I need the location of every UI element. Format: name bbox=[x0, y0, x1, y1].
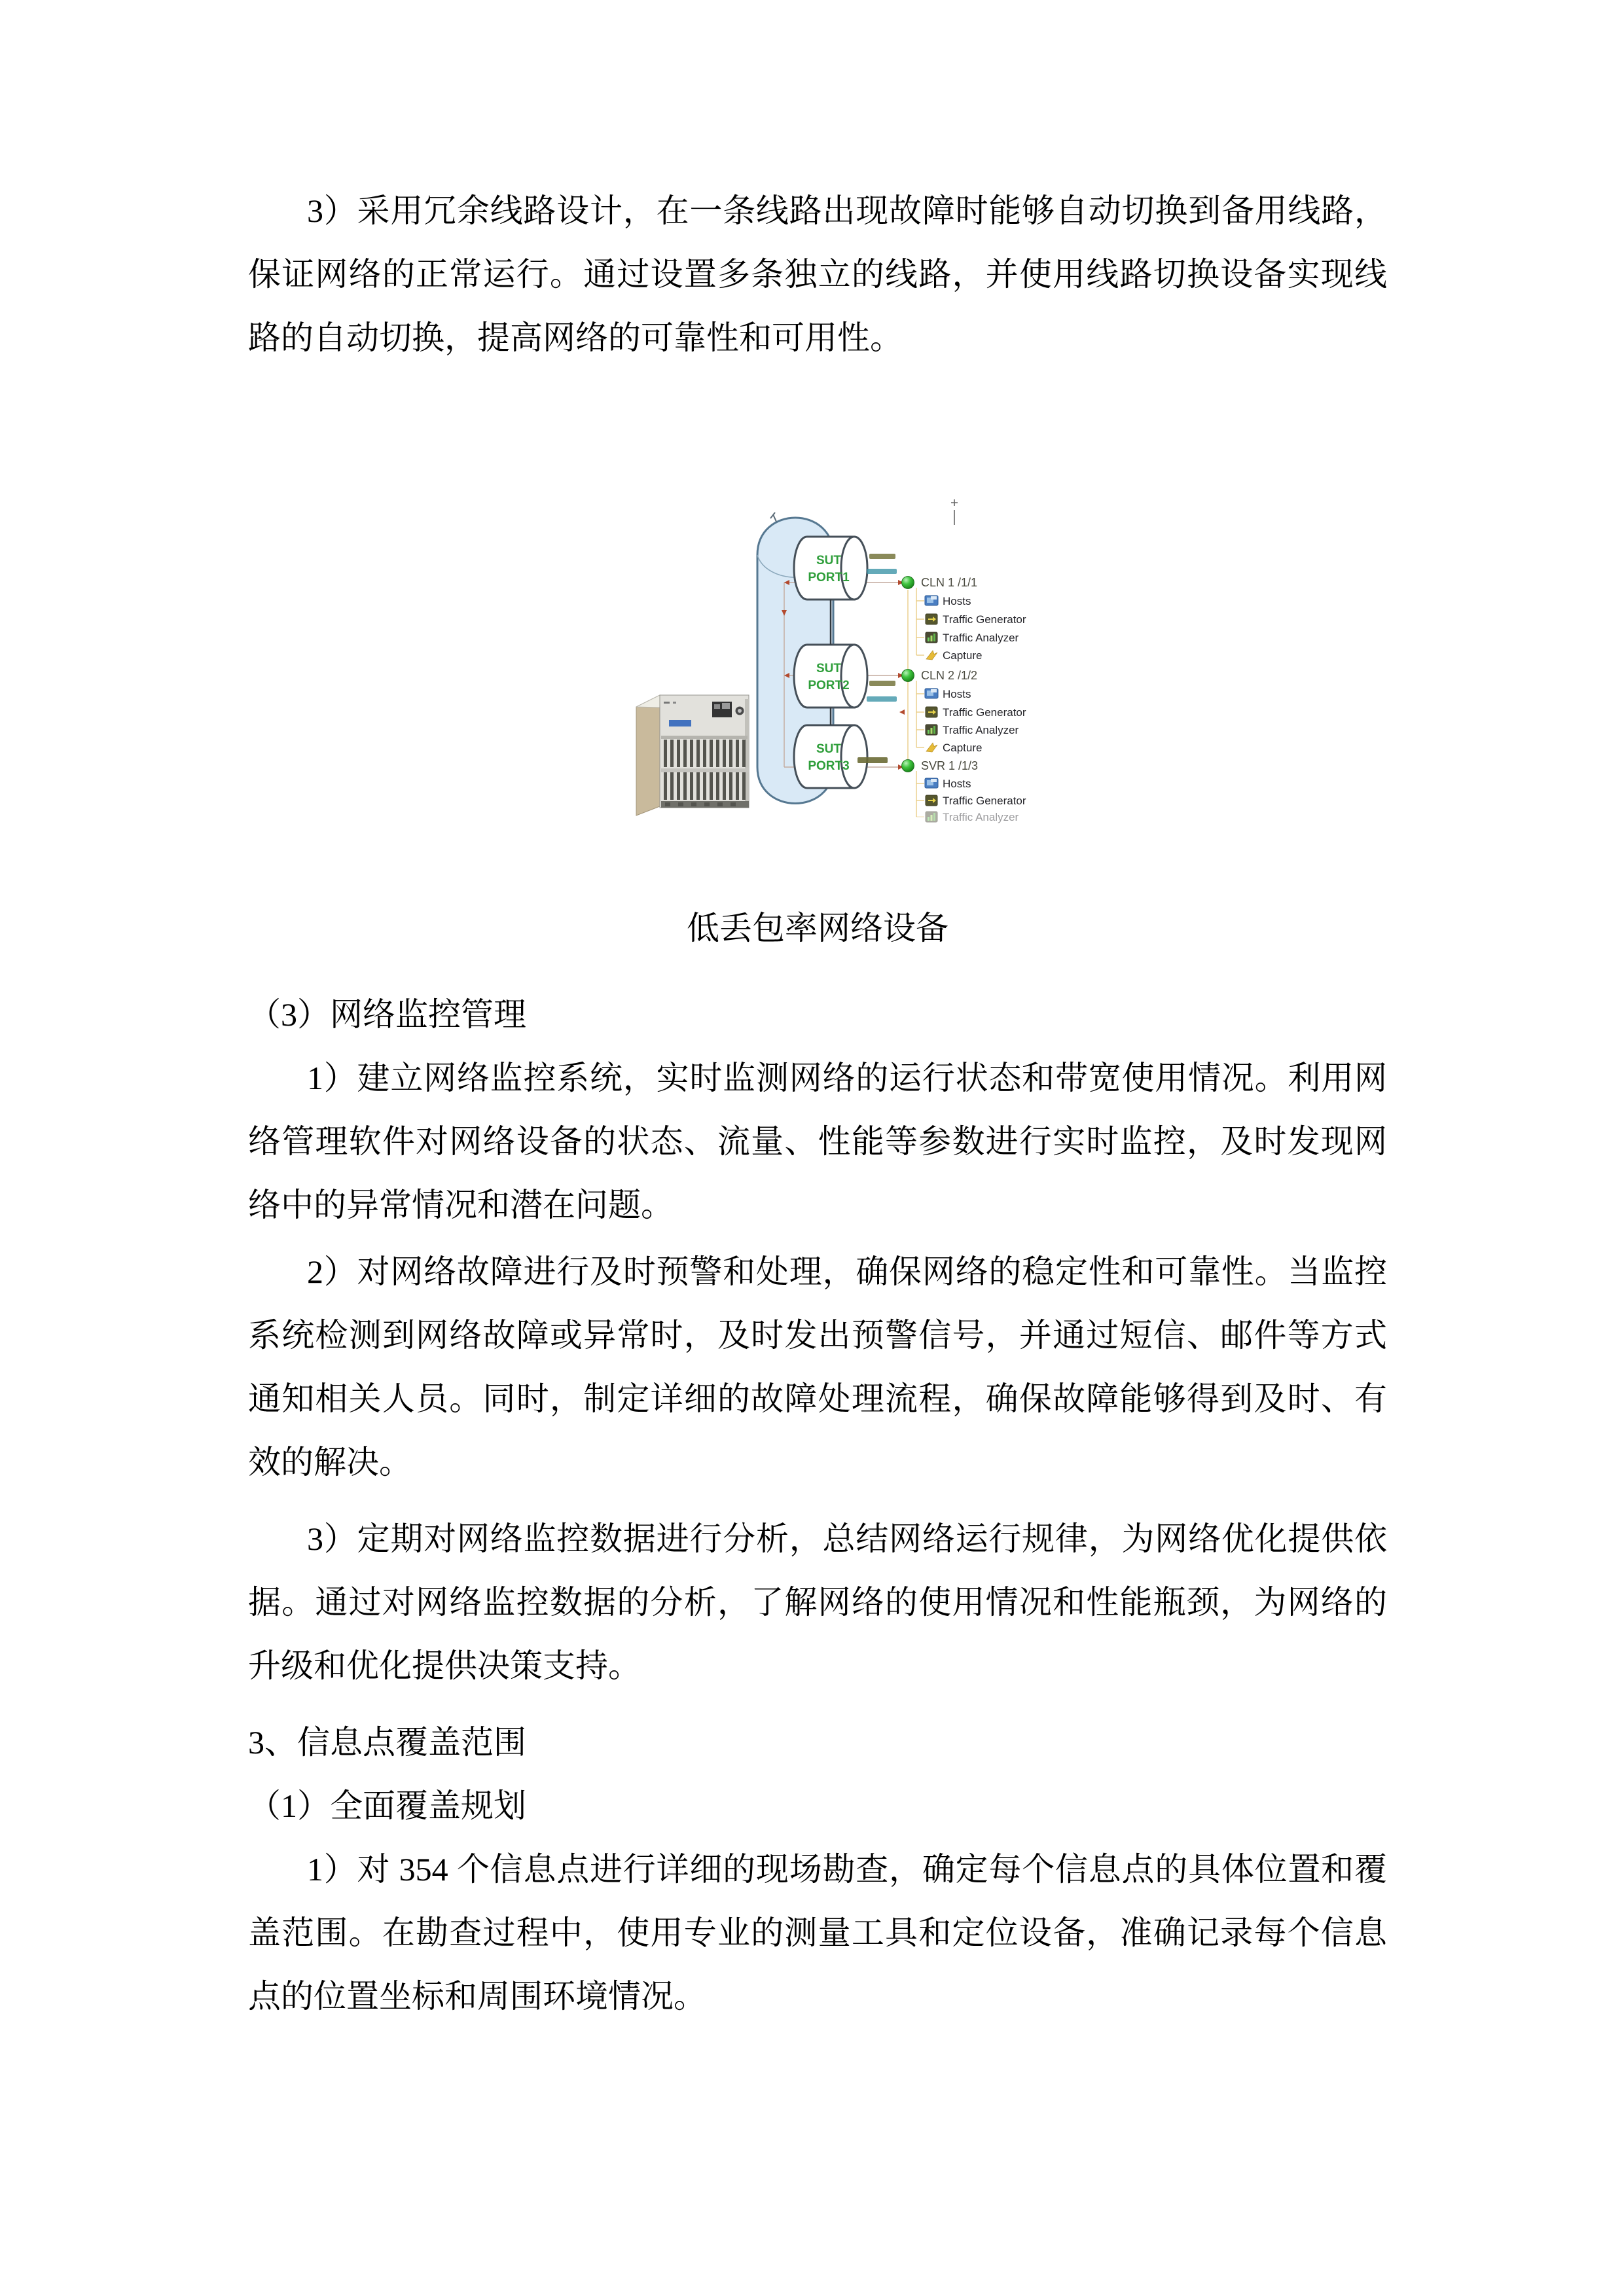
traffic-generator-icon bbox=[926, 795, 937, 806]
tree-leaf-label: Traffic Generator bbox=[943, 613, 1026, 626]
tree-guide-lines bbox=[908, 588, 916, 817]
tree-leaf-label: Hosts bbox=[943, 688, 971, 700]
heading-coverage-plan: （1）全面覆盖规划 bbox=[248, 1787, 526, 1824]
tree-node-row bbox=[902, 669, 978, 682]
tree-node-label: SVR 1 /1/3 bbox=[921, 759, 979, 772]
sut-port-cylinder-3 bbox=[794, 725, 867, 788]
tree-leaf-row bbox=[916, 688, 971, 700]
capture-icon bbox=[926, 651, 937, 660]
tree-leaf-row bbox=[916, 595, 971, 607]
heading-coverage: 3、信息点覆盖范围 bbox=[248, 1724, 526, 1761]
tree-leaf-label: Traffic Generator bbox=[943, 706, 1026, 719]
heading-network-monitoring: （3）网络监控管理 bbox=[248, 996, 526, 1033]
figure-tree bbox=[902, 576, 1026, 823]
tree-node-row bbox=[902, 576, 978, 589]
tree-leaf-label: Hosts bbox=[943, 595, 971, 607]
tree-leaf-row bbox=[916, 742, 982, 754]
tree-leaf-row bbox=[916, 706, 1026, 719]
tree-leaf-row bbox=[916, 795, 1026, 807]
traffic-analyzer-icon bbox=[926, 812, 937, 822]
port1-label-line1: SUT bbox=[816, 554, 841, 567]
tree-leaf-label: Traffic Analyzer bbox=[943, 632, 1019, 644]
tree-node-label: CLN 2 /1/2 bbox=[921, 669, 978, 682]
tree-leaf-label: Traffic Analyzer bbox=[943, 811, 1019, 823]
port2-label-line1: SUT bbox=[816, 662, 841, 675]
tree-leaf-label: Hosts bbox=[943, 778, 971, 790]
figure-caption: 低丢包率网络设备 bbox=[687, 910, 948, 946]
tree-leaf-label: Traffic Generator bbox=[943, 795, 1026, 807]
tree-node-row bbox=[902, 759, 979, 772]
traffic-generator-icon bbox=[926, 707, 937, 717]
sut-port-cylinder-2 bbox=[794, 645, 867, 708]
hosts-icon bbox=[925, 778, 938, 788]
capture-icon bbox=[926, 743, 937, 752]
paragraph-monitor-2: 2）对网络故障进行及时预警和处理，确保网络的稳定性和可靠性。当监控系统检测到网络故障或异常时，及时发出预警信号，并通过短信、邮件等方式通知相关人员。同时，制定详细的故障处理流程，确保故障能够得到及时、有效的解决。 bbox=[248, 1253, 1387, 1480]
hosts-icon bbox=[925, 689, 938, 698]
tree-leaf-label: Capture bbox=[943, 649, 983, 662]
paragraph-monitor-1: 1）建立网络监控系统，实时监测网络的运行状态和带宽使用情况。利用网络管理软件对网络设备的状态、流量、性能等参数进行实时监控，及时发现网络中的异常情况和潜在问题。 bbox=[248, 1060, 1387, 1223]
tree-leaf-label: Capture bbox=[943, 742, 983, 754]
sut-port-cylinder-1 bbox=[794, 537, 867, 600]
tree-leaf-row bbox=[916, 649, 982, 662]
traffic-generator-icon bbox=[926, 614, 937, 624]
green-ball-icon bbox=[902, 760, 914, 772]
chassis-mark bbox=[664, 702, 670, 704]
port3-label-line2: PORT3 bbox=[808, 759, 850, 773]
paragraph-monitor-3: 3）定期对网络监控数据进行分析，总结网络运行规律，为网络优化提供依据。通过对网络监控数据的分析，了解网络的使用情况和性能瓶颈，为网络的升级和优化提供决策支持。 bbox=[248, 1520, 1387, 1684]
tree-leaf-label: Traffic Analyzer bbox=[943, 724, 1019, 736]
tree-leaf-row bbox=[916, 632, 1019, 644]
paragraph-coverage-1: 1）对 354 个信息点进行详细的现场勘查，确定每个信息点的具体位置和覆盖范围。在勘查过程中，使用专业的测量工具和定位设备，准确记录每个信息点的位置坐标和周围环境情况。 bbox=[248, 1851, 1387, 2015]
cylinder-mark bbox=[770, 512, 776, 522]
paragraph-redundancy: 3）采用冗余线路设计，在一条线路出现故障时能够自动切换到备用线路，保证网络的正常运行。通过设置多条独立的线路，并使用线路切换设备实现线路的自动切换，提高网络的可靠性和可用性。 bbox=[248, 192, 1387, 356]
green-ball-icon bbox=[902, 577, 914, 589]
tree-leaf-row bbox=[916, 811, 1019, 823]
port1-label-line2: PORT1 bbox=[808, 571, 850, 584]
port2-label-line2: PORT2 bbox=[808, 679, 850, 692]
green-ball-icon bbox=[902, 670, 914, 682]
tree-leaf-row bbox=[916, 613, 1026, 626]
tree-node-label: CLN 1 /1/1 bbox=[921, 576, 978, 589]
chassis-blue-label bbox=[669, 720, 691, 726]
network-test-diagram bbox=[563, 445, 1060, 825]
tree-leaf-row bbox=[916, 778, 971, 790]
hosts-icon bbox=[925, 596, 938, 605]
port3-label-line1: SUT bbox=[816, 742, 841, 756]
tree-top-mark bbox=[951, 499, 958, 525]
traffic-analyzer-icon bbox=[926, 632, 937, 643]
page-content bbox=[248, 179, 1387, 2028]
tree-leaf-row bbox=[916, 724, 1019, 736]
traffic-analyzer-icon bbox=[926, 725, 937, 735]
chassis-device bbox=[636, 695, 749, 816]
network-device-figure bbox=[563, 445, 1060, 825]
